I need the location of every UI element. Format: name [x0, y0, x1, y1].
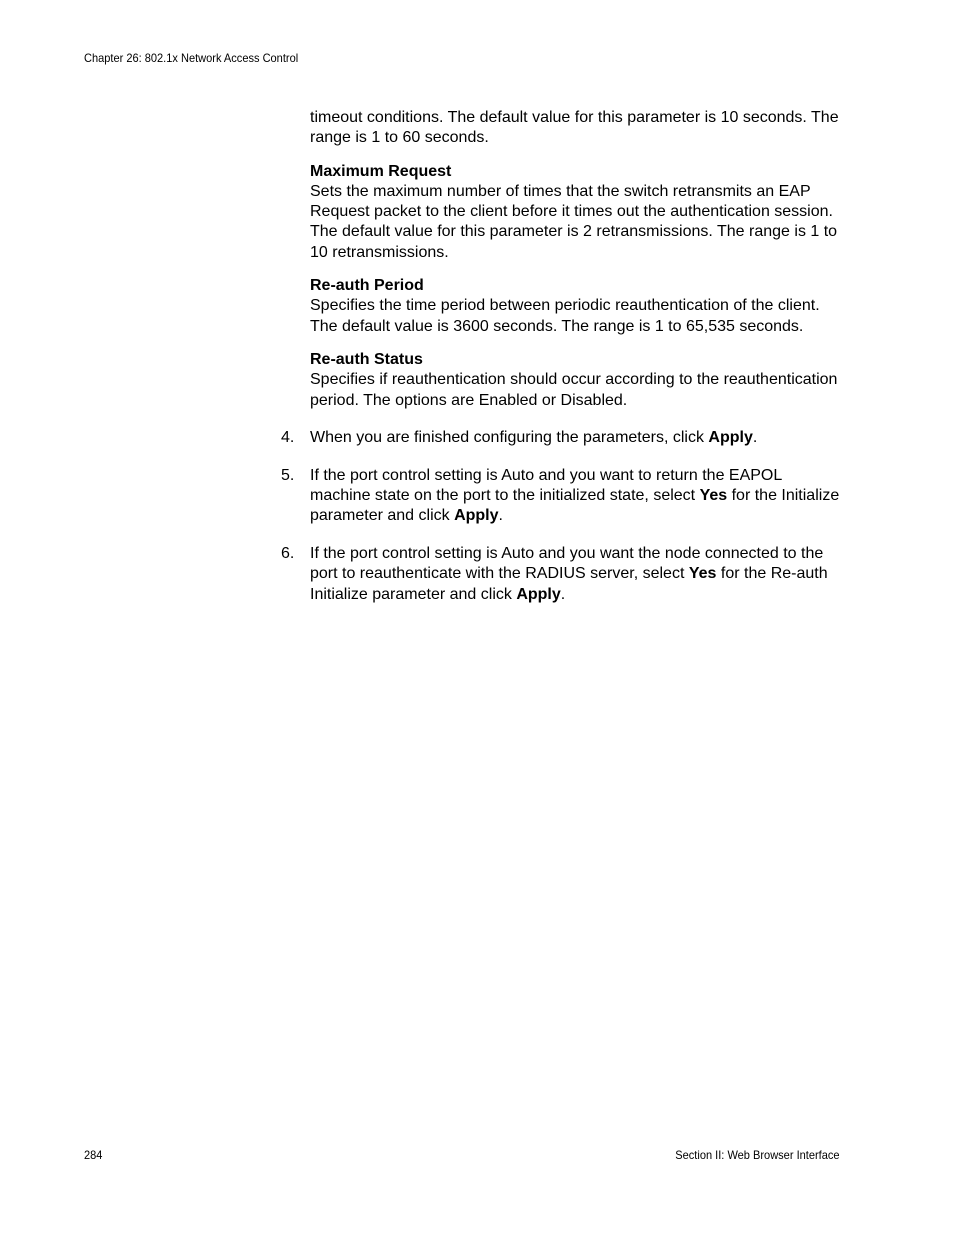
- param-maximum-request: [310, 162, 845, 263]
- page-number: 284: [84, 1148, 103, 1162]
- intro-paragraph: timeout conditions. The default value for this parameter is 10 seconds. The range is 1 to 60 seconds.: [310, 109, 839, 147]
- param-title: Re-auth Period: [310, 277, 424, 295]
- step-text: If the port control setting is Auto and you want to return the EAPOL machine state on the port to the initialized state, select: [310, 466, 782, 504]
- param-reauth-status: [310, 350, 845, 411]
- param-reauth-period: [310, 276, 845, 337]
- step-4: [281, 428, 845, 448]
- step-text: .: [752, 428, 758, 446]
- step-text: When you are finished configuring the parameters, click: [310, 428, 709, 446]
- step-number: 4.: [281, 428, 295, 446]
- step-text: .: [560, 585, 566, 603]
- step-text: for the Re-auth Initialize parameter and click: [310, 565, 828, 603]
- page-content: [281, 108, 845, 622]
- step-number: 6.: [281, 545, 295, 563]
- step-text: If the port control setting is Auto and you want the node connected to the port to reauthenticate with the RADIUS server, select: [310, 545, 824, 583]
- step-list: [281, 428, 845, 605]
- running-footer-section: Section II: Web Browser Interface: [675, 1148, 840, 1162]
- param-title: Re-auth Status: [310, 350, 423, 368]
- param-title: Maximum Request: [310, 162, 452, 180]
- step-bold-text: Yes: [688, 565, 717, 583]
- step-bold-text: Apply: [454, 507, 499, 525]
- step-text: .: [498, 507, 503, 525]
- step-bold-text: Yes: [699, 486, 728, 504]
- running-header: Chapter 26: 802.1x Network Access Control: [84, 51, 299, 65]
- step-5: [281, 466, 845, 527]
- step-text: for the Initialize parameter and click: [310, 486, 840, 525]
- param-description: Specifies if reauthentication should occur according to the reauthentication period. The options are Enabled or Disabled.: [310, 371, 838, 409]
- step-bold-text: Apply: [708, 428, 753, 446]
- param-description: Sets the maximum number of times that the switch retransmits an EAP Request packet to the client before it times out the authentication session. The default value for this parameter is 2 retransmissions. The range is 1 to 10 retransmissions.: [310, 182, 838, 261]
- step-number: 5.: [281, 466, 295, 484]
- param-description: Specifies the time period between periodic reauthentication of the client. The default value is 3600 seconds. The range is 1 to 65,535 seconds.: [310, 297, 820, 335]
- step-bold-text: Apply: [516, 585, 561, 603]
- step-6: [281, 544, 845, 605]
